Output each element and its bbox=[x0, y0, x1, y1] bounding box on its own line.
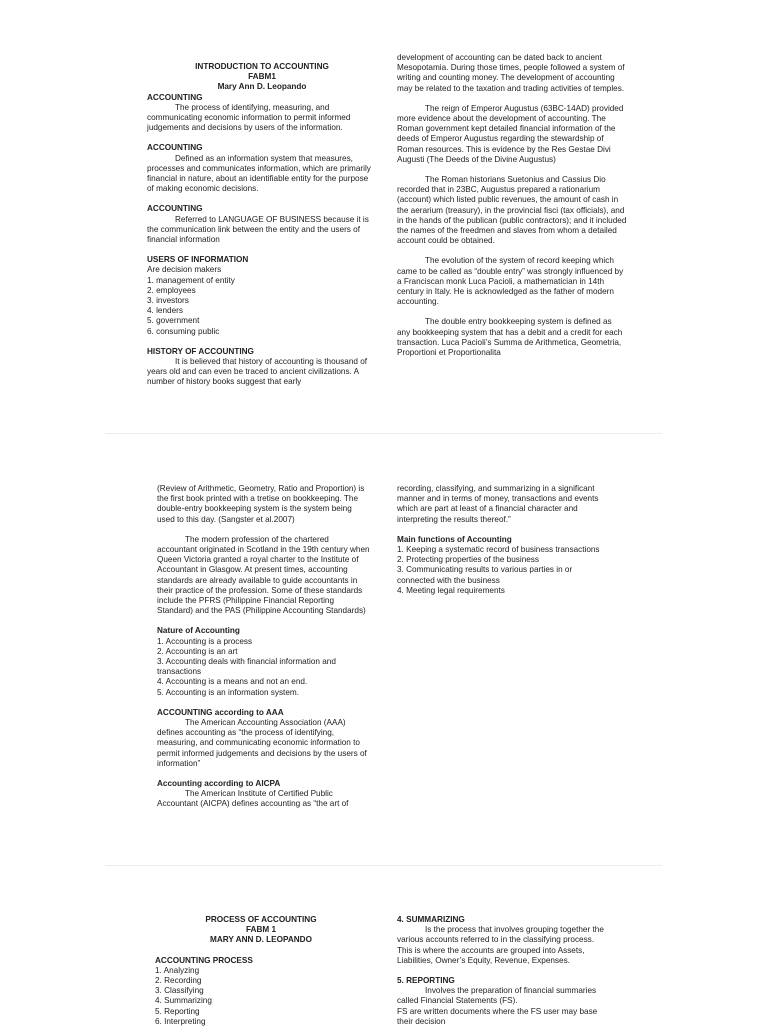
list-item: 2. Protecting properties of the business bbox=[397, 555, 539, 565]
list-item: 4. Accounting is a means and not an end. bbox=[157, 677, 308, 687]
list-item: 1. Keeping a systematic record of business transactions bbox=[397, 545, 600, 555]
process-steps bbox=[155, 966, 367, 1027]
section-heading: ACCOUNTING bbox=[147, 143, 203, 153]
summarizing-heading: 4. SUMMARIZING bbox=[397, 915, 465, 924]
section-text: The process of identifying, measuring, and communicating economic information to permit informed judgements and decisions by users of the information. bbox=[147, 102, 351, 133]
page1-left-column bbox=[147, 62, 377, 388]
paragraph: The double entry bookkeeping system is defined as any bookkeeping system that has a debit and a credit for each transaction. Luca Pacioli’s Summa de Arithmetica, Geometria, Proportioni et Proportionalita bbox=[397, 317, 623, 358]
section-heading: ACCOUNTING bbox=[147, 92, 203, 102]
section-text: Defined as an information system that measures, processes and communicates information, which are primarily financial in nature, about an identifiable entity for the purpose of making economic decisions. bbox=[147, 153, 371, 194]
aicpa-text: The American Institute of Certified Public Accountant (AICPA) defines accounting as “the art of bbox=[157, 789, 349, 809]
document-page-2 bbox=[0, 436, 768, 864]
nature-list bbox=[157, 637, 371, 698]
aaa-text: The American Accounting Association (AAA) defines accounting as “the process of identifying, measuring, and communicating economic information to permit informed judgements and decisions by the users of information” bbox=[157, 718, 367, 768]
functions-list bbox=[397, 545, 611, 596]
users-heading: USERS OF INFORMATION bbox=[147, 255, 249, 265]
paragraph: The Roman historians Suetonius and Cassius Dio recorded that in 23BC, Augustus prepared a rationarium (account) which listed public revenues, the amount of cash in the aerarium (treasury), in the provincial fisci (tax officials), and in the hands of the publican (public contractors); and it included the names of the freedmen and slaves from whom a detailed account could be obtained. bbox=[397, 175, 627, 246]
document-title: INTRODUCTION TO ACCOUNTING bbox=[195, 62, 329, 71]
paragraph: The reign of Emperor Augustus (63BC-14AD) provided more evidence about the development of accounting. The Roman government kept detailed financial information of the deeds of Emperor Augustus regarding the stewardship of Roman resources. This is evidence by the Res Gestae Divi Augusti (The Deeds of the Divine Augustus) bbox=[397, 103, 624, 164]
author-name: Mary Ann D. Leopando bbox=[217, 82, 307, 92]
document-page-1 bbox=[0, 0, 768, 432]
list-item: 1. management of entity bbox=[147, 275, 235, 285]
reporting-text: Involves the preparation of financial summaries called Financial Statements (FS). bbox=[397, 986, 597, 1006]
list-item: 4. Summarizing bbox=[155, 996, 212, 1006]
list-item: 1. Analyzing bbox=[155, 965, 200, 975]
course-code: FABM 1 bbox=[245, 925, 277, 935]
list-item: 6. consuming public bbox=[147, 326, 220, 336]
list-item: 1. Accounting is a process bbox=[157, 636, 253, 646]
page3-left-column bbox=[155, 915, 367, 1027]
page-divider bbox=[105, 865, 662, 866]
history-text: It is believed that history of accounting is thousand of years old and can even be traced to ancient civilizations. A number of history books suggest that early bbox=[147, 357, 368, 387]
section-text: Referred to LANGUAGE OF BUSINESS because it is the communication link between the entity and the users of financial information bbox=[147, 214, 369, 245]
summarizing-text: Is the process that involves grouping together the various accounts referred to in the classifying process. This is where the accounts are grouped into Assets, Liabilities, Owner’s Equity, Revenue, Expenses. bbox=[397, 925, 604, 965]
document-page-3 bbox=[0, 868, 768, 1024]
list-item: 3. investors bbox=[147, 296, 189, 306]
document-title: PROCESS OF ACCOUNTING bbox=[205, 915, 317, 924]
reporting-text-2: FS are written documents where the FS user may base their decision bbox=[397, 1006, 598, 1026]
list-item: 4. Meeting legal requirements bbox=[397, 585, 505, 595]
nature-heading: Nature of Accounting bbox=[157, 626, 240, 636]
page2-left-column bbox=[157, 484, 371, 810]
list-item: 5. Accounting is an information system. bbox=[157, 687, 299, 697]
course-code: FABM1 bbox=[248, 72, 276, 82]
page-divider bbox=[105, 433, 662, 434]
author-name: MARY ANN D. LEOPANDO bbox=[210, 935, 312, 945]
reporting-heading: 5. REPORTING bbox=[397, 976, 455, 986]
list-item: 6. Interpreting bbox=[155, 1016, 206, 1026]
page2-right-column bbox=[397, 484, 611, 596]
aicpa-heading: Accounting according to AICPA bbox=[157, 779, 281, 789]
list-item: 3. Communicating results to various parties in or connected with the business bbox=[397, 565, 573, 585]
users-intro: Are decision makers bbox=[147, 265, 222, 275]
paragraph: (Review of Arithmetic, Geometry, Ratio and Proportion) is the first book printed with a tretise on bookkeeping. The double-entry bookkeeping system is the system being used to this day. (Sangster et al.2007) bbox=[157, 484, 365, 524]
paragraph: The modern profession of the chartered accountant originated in Scotland in the 19th century when Queen Victoria granted a royal charter to the Institute of Accountant in Glasgow. At present times, accounting standards are already available to guide accountants in their practice of the profession. Some of these standards include the PFRS (Philippine Financial Reporting Standard) and the PAS (Philippine Accounting Standards) bbox=[157, 534, 370, 616]
list-item: 5. government bbox=[147, 316, 200, 326]
list-item: 3. Accounting deals with financial information and transactions bbox=[157, 657, 336, 677]
users-list bbox=[147, 276, 377, 337]
process-heading: ACCOUNTING PROCESS bbox=[155, 955, 253, 965]
aaa-heading: ACCOUNTING according to AAA bbox=[157, 707, 284, 717]
history-heading: HISTORY OF ACCOUNTING bbox=[147, 346, 254, 356]
list-item: 2. Accounting is an art bbox=[157, 646, 238, 656]
paragraph: The evolution of the system of record keeping which came to be called as “double entry” was strongly influenced by a Franciscan monk Luca Pacioli, a mathematician in 14th century in Italy. He is acknowledged as the father of modern accounting. bbox=[397, 256, 624, 307]
page3-right-column bbox=[397, 915, 611, 1027]
list-item: 4. lenders bbox=[147, 306, 183, 316]
section-heading: ACCOUNTING bbox=[147, 204, 203, 214]
list-item: 5. Reporting bbox=[155, 1006, 200, 1016]
paragraph: recording, classifying, and summarizing in a significant manner and in terms of money, transactions and events which are part at least of a financial character and interpreting the results thereof.” bbox=[397, 484, 599, 524]
list-item: 2. employees bbox=[147, 285, 196, 295]
list-item: 3. Classifying bbox=[155, 986, 204, 996]
functions-heading: Main functions of Accounting bbox=[397, 534, 512, 544]
page1-right-column bbox=[397, 53, 627, 358]
paragraph: development of accounting can be dated back to ancient Mesopotamia. During those times, people followed a system of writing and counting money. The development of accounting may be related to the taxation and trading activities of temples. bbox=[397, 53, 625, 93]
list-item: 2. Recording bbox=[155, 976, 202, 986]
